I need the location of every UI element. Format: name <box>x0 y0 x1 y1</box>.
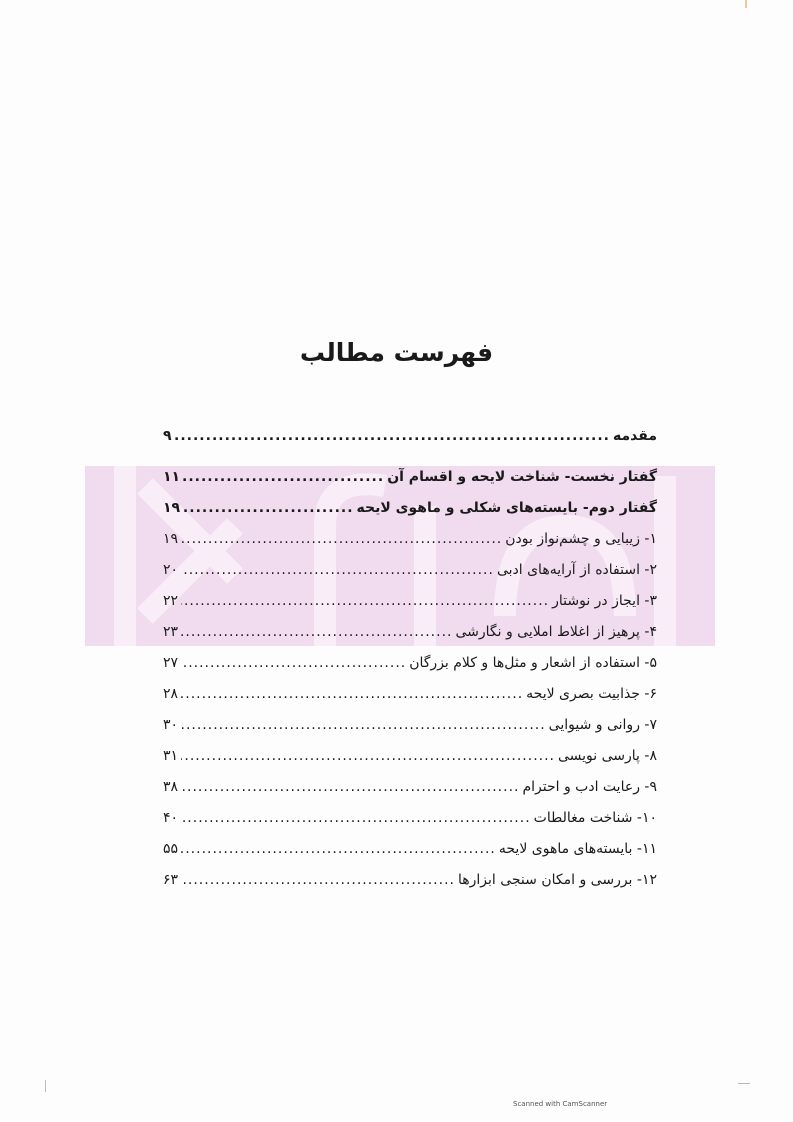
toc-entry <box>163 872 657 903</box>
entry-page: ۱۹ <box>163 531 179 547</box>
toc-entry <box>163 686 657 717</box>
dot-leader <box>181 655 406 671</box>
entry-label: مقدمه <box>613 428 657 444</box>
dot-leader <box>181 562 494 578</box>
dot-leader <box>181 624 452 640</box>
entry-page: ۴۰ <box>163 810 179 826</box>
dot-leader <box>183 469 384 485</box>
scan-mark <box>738 1083 750 1084</box>
entry-label: گفتار دوم- بایسته‌های شکلی و ماهوی لایحه <box>356 500 657 516</box>
entry-label: ۱- زیبایی و چشم‌نواز بودن <box>505 531 657 547</box>
entry-label: ۲- استفاده از آرایه‌های ادبی <box>496 562 657 578</box>
page-title: فهرست مطالب <box>299 338 494 367</box>
entry-page: ۱۱ <box>163 469 181 485</box>
entry-label: ۳- ایجاز در نوشتار <box>552 593 657 609</box>
entry-label: ۶- جذابیت بصری لایحه <box>526 686 657 702</box>
toc-entry <box>163 841 657 872</box>
dot-leader <box>181 810 531 826</box>
toc-entry <box>163 779 657 810</box>
scan-mark <box>745 0 747 8</box>
toc-entry <box>163 717 657 748</box>
entry-page: ۱۹ <box>163 500 181 516</box>
dot-leader <box>181 686 523 702</box>
entry-label: ۸- پارسی نویسی <box>558 748 657 764</box>
toc-entry <box>163 562 657 593</box>
toc-entry <box>163 500 657 531</box>
entry-label: ۹- رعایت ادب و احترام <box>522 779 657 795</box>
table-of-contents <box>163 428 657 903</box>
entry-label: ۷- روانی و شیوایی <box>548 717 657 733</box>
entry-page: ۳۰ <box>163 717 179 733</box>
dot-leader <box>181 779 519 795</box>
entry-label: ۱۲- بررسی و امکان سنجی ابزارها <box>457 872 657 888</box>
dot-leader <box>181 593 549 609</box>
entry-page: ۲۲ <box>163 593 179 609</box>
toc-entry <box>163 469 657 500</box>
dot-leader <box>181 841 496 857</box>
dot-leader <box>183 500 353 516</box>
entry-page: ۳۱ <box>163 748 179 764</box>
entry-page: ۲۸ <box>163 686 179 702</box>
toc-entry <box>163 624 657 655</box>
toc-entry <box>163 428 657 459</box>
toc-entry <box>163 810 657 841</box>
entry-label: ۵- استفاده از اشعار و مثل‌ها و کلام بزرگان <box>409 655 657 671</box>
entry-page: ۲۰ <box>163 562 179 578</box>
entry-page: ۳۸ <box>163 779 179 795</box>
toc-entry <box>163 531 657 562</box>
entry-label: ۱۱- بایسته‌های ماهوی لایحه <box>498 841 657 857</box>
toc-entry <box>163 655 657 686</box>
entry-label: ۱۰- شناخت مغالطات <box>533 810 657 826</box>
entry-label: ۴- پرهیز از اغلاط املایی و نگارشی <box>455 624 657 640</box>
dot-leader <box>181 748 555 764</box>
toc-entry <box>163 748 657 779</box>
entry-label: گفتار نخست- شناخت لایحه و اقسام آن <box>387 469 657 485</box>
entry-page: ۲۷ <box>163 655 179 671</box>
entry-page: ۶۳ <box>163 872 179 888</box>
dot-leader <box>181 717 546 733</box>
dot-leader <box>181 872 455 888</box>
toc-entry <box>163 593 657 624</box>
entry-page: ۵۵ <box>163 841 179 857</box>
scan-mark <box>45 1080 46 1092</box>
entry-page: ۹ <box>163 428 172 444</box>
entry-page: ۲۳ <box>163 624 179 640</box>
scanner-footer: Scanned with CamScanner <box>513 1100 608 1108</box>
dot-leader <box>181 531 502 547</box>
dot-leader <box>175 428 610 444</box>
